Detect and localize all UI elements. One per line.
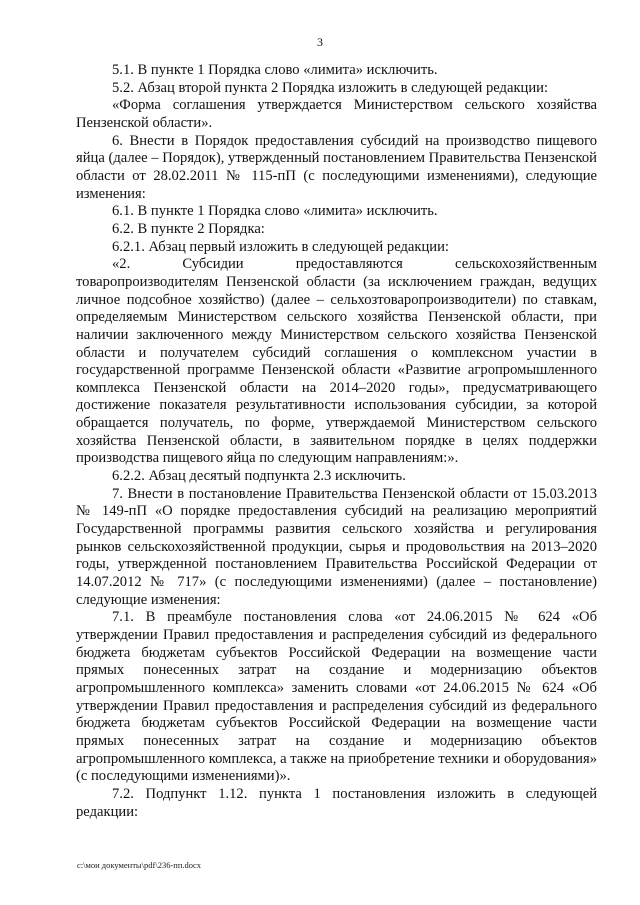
paragraph-5-2: 5.2. Абзац второй пункта 2 Порядка изложить в следующей редакции: <box>112 79 549 96</box>
paragraph-quote-subsidies: «2. Субсидии предоставляются сельскохозяйственным товаропроизводителям Пензенской области (за исключением граждан, ведущих личное подсобное хозяйство) (далее – сельхозтоваропроизводители) по ставкам, определяемым Министерством сельского хозяйства Пензенской области, при наличии заключенного между Министерством сельского хозяйства Пензенской области и получателем субсидий соглашения о комплексном участии в государственной программе Пензенской области «Развитие агропромышленного комплекса Пензенской области на 2014–2020 годы», предусматривающего достижение показателя результативности использования субсидии, за которой обращается получатель, по форме, утверждаемой Министерством сельского хозяйства Пензенской области, в заявительном порядке в целях поддержки производства пищевого яйца по следующим направлениям:». <box>76 256 597 467</box>
paragraph-7-1: 7.1. В преамбуле постановления слова «от 24.06.2015 № 624 «Об утверждении Правил предоставления и распределения субсидий из федерального бюджета бюджетам субъектов Российской Федерации на возмещение части прямых понесенных затрат на создание и модернизацию объектов агропромышленного комплекса» заменить словами «от 24.06.2015 № 624 «Об утверждении Правил предоставления и распределения субсидий из федерального бюджета бюджетам субъектов Российской Федерации на возмещение части прямых понесенных затрат на создание и модернизацию объектов агропромышленного комплекса, а также на приобретение техники и оборудования» (с последующими изменениями)». <box>76 609 597 785</box>
paragraph-6-1: 6.1. В пункте 1 Порядка слово «лимита» исключить. <box>112 203 438 220</box>
paragraph-6-2-1: 6.2.1. Абзац первый изложить в следующей редакции: <box>112 238 449 255</box>
paragraph-7-2: 7.2. Подпункт 1.12. пункта 1 постановления изложить в следующей редакции: <box>76 785 597 820</box>
paragraph-6-2-2: 6.2.2. Абзац десятый подпункта 2.3 исключить. <box>112 468 406 485</box>
paragraph-7: 7. Внести в постановление Правительства Пензенской области от 15.03.2013 № 149-пП «О порядке предоставления субсидий на реализацию мероприятий Государственной программы развития сельского хозяйства и регулирования рынков сельскохозяйственной продукции, сырья и продовольствия на 2013–2020 годы, утвержденной постановлением Правительства Российской Федерации от 14.07.2012 № 717» (с последующими изменениями) (далее – постановление) следующие изменения: <box>76 485 597 608</box>
footer-file-path: c:\мои документы\pdf\236-пп.docx <box>77 860 202 870</box>
paragraph-6: 6. Внести в Порядок предоставления субсидий на производство пищевого яйца (далее – Порядок), утвержденный постановлением Правительства Пензенской области от 28.02.2011 № 115-пП (с последующими изменениями), следующие изменения: <box>76 132 597 202</box>
page-number: 3 <box>317 35 323 49</box>
paragraph-6-2: 6.2. В пункте 2 Порядка: <box>112 220 265 237</box>
document-body <box>76 62 597 821</box>
paragraph-5-1: 5.1. В пункте 1 Порядка слово «лимита» исключить. <box>112 62 438 78</box>
paragraph-quote-form: «Форма соглашения утверждается Министерством сельского хозяйства Пензенской области». <box>76 97 597 131</box>
